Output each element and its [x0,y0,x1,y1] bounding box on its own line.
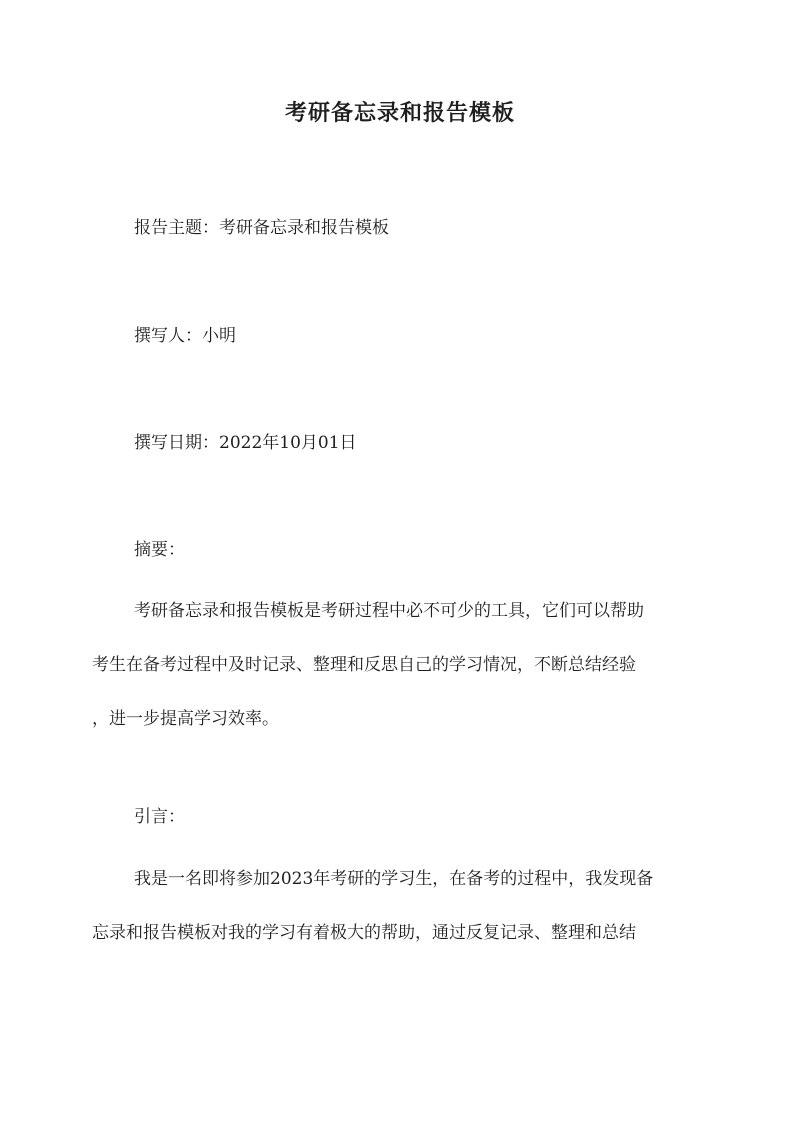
abstract-line: 考生在备考过程中及时记录、整理和反思自己的学习情况，不断总结经验 [92,655,636,675]
report-topic-label: 报告主题： [134,218,219,238]
date-line [134,430,774,456]
introduction-line: 忘录和报告模板对我的学习有着极大的帮助，通过反复记录、整理和总结 [92,923,636,943]
document-title: 考研备忘录和报告模板 [284,100,515,126]
introduction-line: 我是一名即将参加2023年考研的学习生，在备考的过程中，我发现备 [134,869,654,889]
date-value: 2022年10月01日 [219,433,357,453]
abstract-heading: 摘要： [134,540,185,560]
author-value: 小明 [202,326,236,346]
introduction-heading: 引言： [134,807,185,827]
report-topic-value: 考研备忘录和报告模板 [219,218,389,238]
abstract-line: ，进一步提高学习效率。 [92,709,279,729]
report-topic-line [134,215,774,241]
author-label: 撰写人： [134,326,202,346]
author-line [134,323,774,349]
abstract-line: 考研备忘录和报告模板是考研过程中必不可少的工具，它们可以帮助 [134,601,644,621]
date-label: 撰写日期： [134,433,219,453]
